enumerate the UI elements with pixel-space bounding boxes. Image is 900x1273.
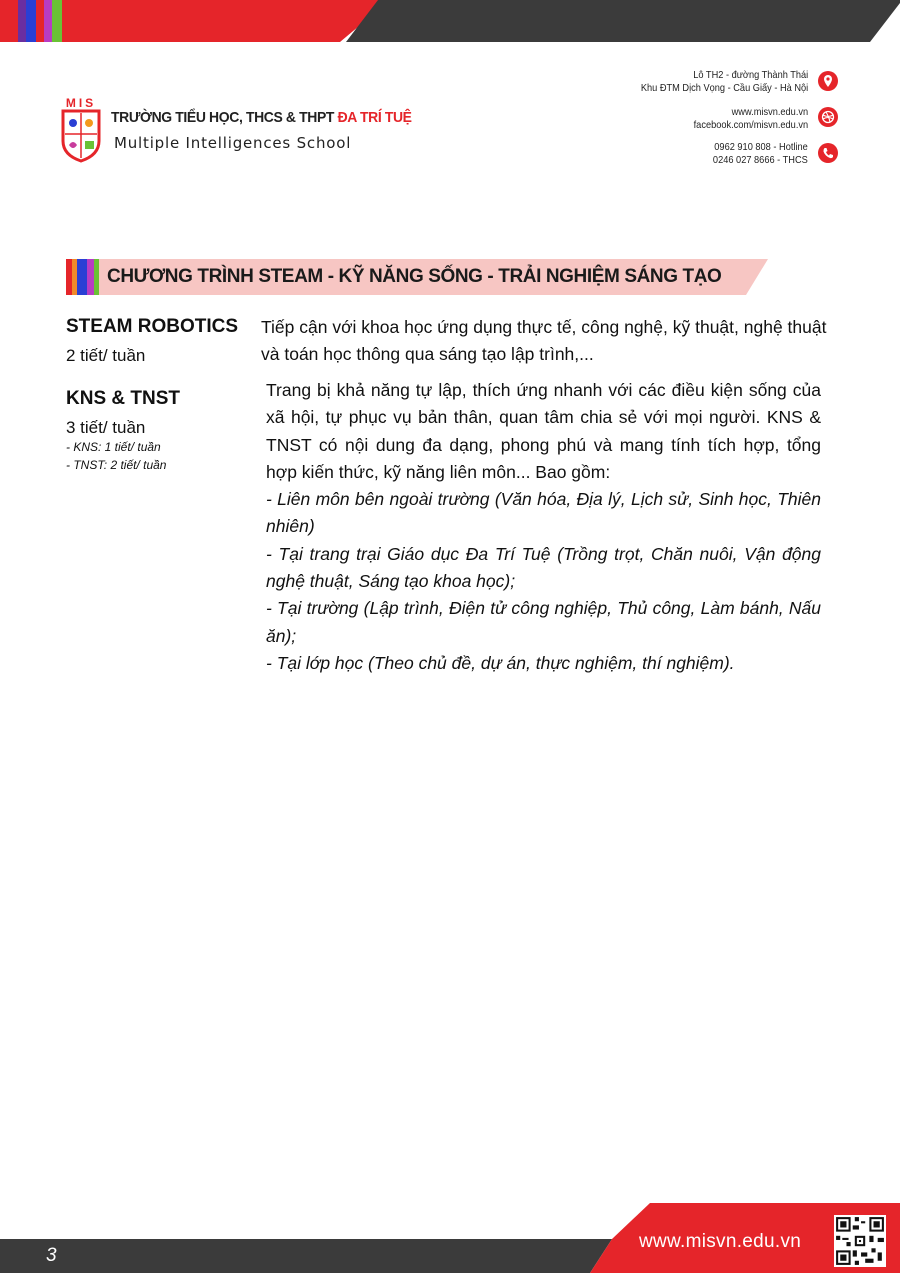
address-line-1: Lô TH2 - đường Thành Thái bbox=[693, 69, 808, 81]
school-name bbox=[111, 109, 412, 126]
hotline-number[interactable]: 0962 910 808 - Hotline bbox=[714, 141, 808, 153]
contact-address bbox=[641, 69, 808, 95]
subject-steam-period: 2 tiết/ tuần bbox=[66, 346, 146, 365]
school-name-main: TRƯỜNG TIỂU HỌC, THCS & THPT bbox=[111, 109, 338, 126]
subject-kns-period: 3 tiết/ tuần bbox=[66, 418, 146, 437]
kns-intro: Trang bị khả năng tự lập, thích ứng nhanh với các điều kiện sống của xã hội, tự phục vụ bản thân, quan tâm chia sẻ với mọi người. KNS & TNST có nội dung đa dạng, phong phú và mang tính tích hợp, tổng hợp kiến thức, kỹ năng liên môn... Bao gồm: bbox=[266, 380, 821, 482]
facebook-link[interactable]: facebook.com/misvn.edu.vn bbox=[693, 119, 808, 131]
subject-steam-name: STEAM ROBOTICS bbox=[66, 316, 239, 337]
kns-item: - Liên môn bên ngoài trường (Văn hóa, Địa lý, Lịch sử, Sinh học, Thiên nhiên) bbox=[266, 489, 821, 537]
contact-phone bbox=[713, 141, 808, 167]
address-line-2: Khu ĐTM Dịch Vọng - Cầu Giấy - Hà Nội bbox=[640, 82, 808, 94]
qr-code[interactable] bbox=[834, 1215, 886, 1267]
subject-kns-name: KNS & TNST bbox=[66, 388, 180, 409]
school-english-name: Multiple Intelligences School bbox=[114, 134, 352, 152]
kns-item: - Tại trường (Lập trình, Điện tử công nghiệp, Thủ công, Làm bánh, Nấu ăn); bbox=[266, 598, 821, 646]
subject-kns-note: - TNST: 2 tiết/ tuần bbox=[66, 458, 167, 472]
map-pin-icon bbox=[818, 71, 838, 91]
header-decor-bar bbox=[0, 0, 900, 42]
kns-item: - Tại lớp học (Theo chủ đề, dự án, thực nghiệm, thí nghiệm). bbox=[266, 652, 735, 673]
page-number: 3 bbox=[46, 1245, 57, 1266]
school-name-accent: ĐA TRÍ TUỆ bbox=[337, 109, 412, 126]
thcs-number[interactable]: 0246 027 8666 - THCS bbox=[713, 154, 808, 166]
phone-icon bbox=[818, 143, 838, 163]
subject-kns-note: - KNS: 1 tiết/ tuần bbox=[66, 440, 161, 454]
globe-icon bbox=[818, 107, 838, 127]
logo-text: MIS bbox=[65, 96, 97, 110]
kns-item: - Tại trang trại Giáo dục Đa Trí Tuệ (Trồng trọt, Chăn nuôi, Vận động nghệ thuật, Sáng tạo khoa học); bbox=[266, 543, 821, 592]
subject-kns-description bbox=[266, 377, 821, 677]
contact-web bbox=[693, 106, 808, 132]
subject-steam-description: Tiếp cận với khoa học ứng dụng thực tế, công nghệ, kỹ thuật, nghệ thuật và toán học thông qua sáng tạo lập trình,... bbox=[261, 317, 827, 364]
section-title: CHƯƠNG TRÌNH STEAM - KỸ NĂNG SỐNG - TRẢI NGHIỆM SÁNG TẠO bbox=[107, 266, 722, 287]
footer-website-link[interactable]: www.misvn.edu.vn bbox=[639, 1231, 802, 1252]
website-link[interactable]: www.misvn.edu.vn bbox=[731, 106, 808, 118]
